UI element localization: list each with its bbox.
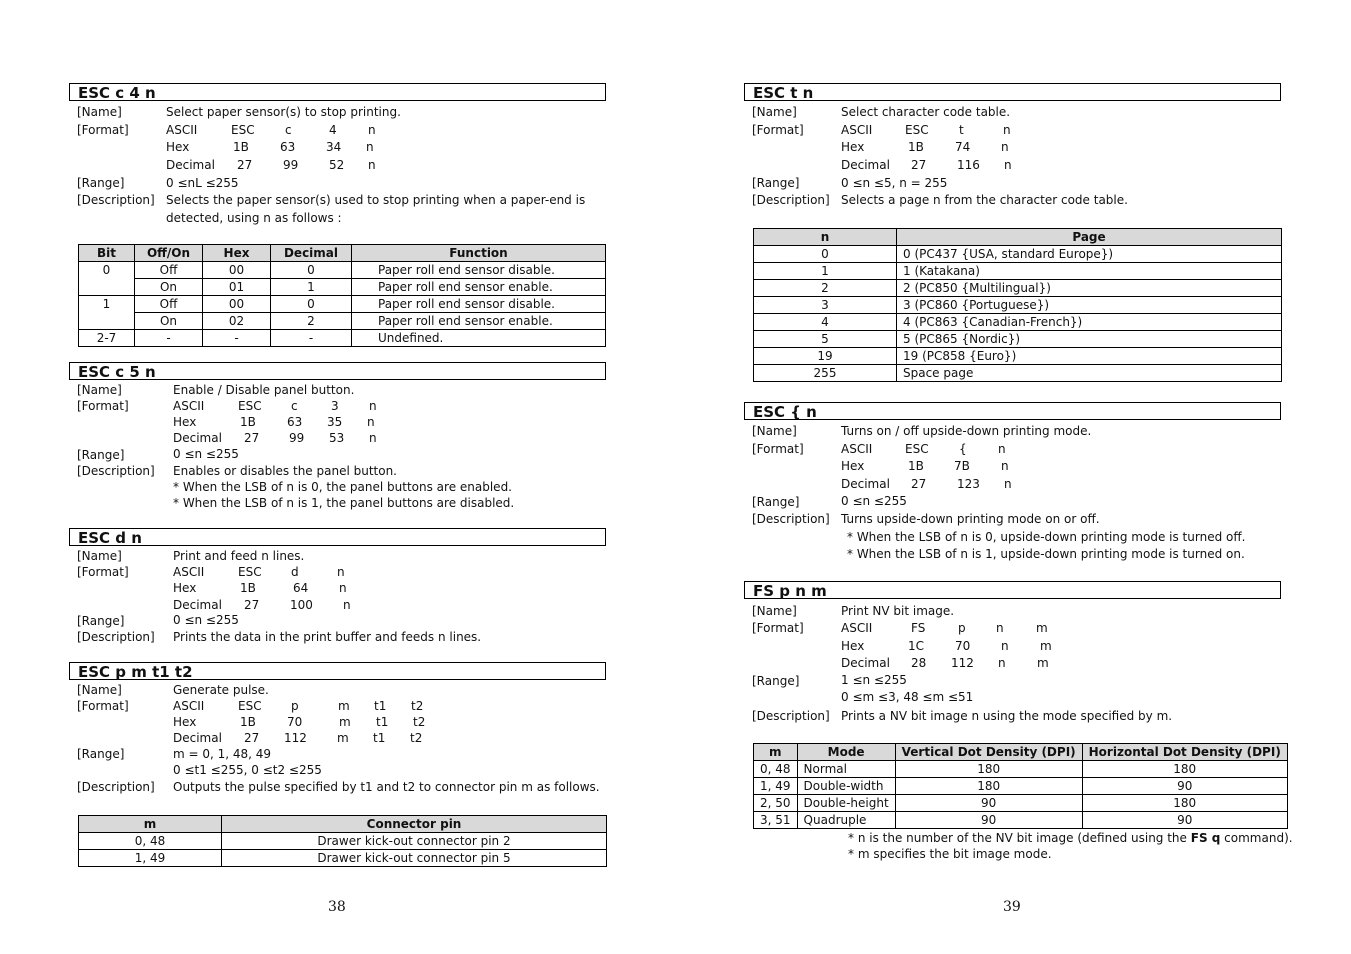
- format-label: [Format]: [77, 399, 129, 413]
- table-row: 5 5 (PC865 {Nordic}): [754, 331, 1282, 348]
- table-row: 0, 48 Normal 180 180: [754, 761, 1288, 778]
- footnote-mode: * m specifies the bit image mode.: [848, 847, 1052, 861]
- description-label: [Description]: [77, 193, 155, 207]
- format-label: [Format]: [77, 123, 129, 137]
- description-note: * When the LSB of n is 0, the panel buttons are enabled.: [173, 480, 512, 494]
- range-label: [Range]: [77, 176, 125, 190]
- command-name: Generate pulse.: [173, 683, 269, 697]
- format-label: [Format]: [77, 565, 129, 579]
- range-label: [Range]: [752, 674, 800, 688]
- range-label: [Range]: [77, 448, 125, 462]
- command-name: Select character code table.: [841, 105, 1011, 119]
- section-header-esc-c-5-n: ESC c 5 n: [69, 362, 606, 380]
- description-label: [Description]: [77, 780, 155, 794]
- range-value: 0 ≤t1 ≤255, 0 ≤t2 ≤255: [173, 763, 322, 777]
- range-value: 0 ≤m ≤3, 48 ≤m ≤51: [841, 690, 974, 704]
- name-label: [Name]: [77, 683, 122, 697]
- command-name: Turns on / off upside-down printing mode.: [841, 424, 1092, 438]
- range-label: [Range]: [77, 747, 125, 761]
- table-row: 255 Space page: [754, 365, 1282, 382]
- description-text: Outputs the pulse specified by t1 and t2 to connector pin m as follows.: [173, 780, 600, 794]
- description-label: [Description]: [752, 512, 830, 526]
- format-label: [Format]: [752, 123, 804, 137]
- section-header-esc-c-4-n: ESC c 4 n: [69, 83, 606, 101]
- description-label: [Description]: [752, 193, 830, 207]
- description-label: [Description]: [77, 464, 155, 478]
- table-row: On 02 2 Paper roll end sensor enable.: [79, 313, 606, 330]
- section-header-esc-t-n: ESC t n: [744, 83, 1281, 101]
- description-text: detected, using n as follows :: [166, 211, 342, 225]
- description-text: Prints a NV bit image n using the mode specified by m.: [841, 709, 1173, 723]
- table-row: 1 1 (Katakana): [754, 263, 1282, 280]
- table-header-row: m Connector pin: [79, 816, 607, 833]
- range-value: 1 ≤n ≤255: [841, 673, 907, 687]
- range-label: [Range]: [752, 495, 800, 509]
- table-row: 0 Off 00 0 Paper roll end sensor disable.: [79, 262, 606, 279]
- table-row: 1, 49 Drawer kick-out connector pin 5: [79, 850, 607, 867]
- description-note: * When the LSB of n is 1, the panel buttons are disabled.: [173, 496, 515, 510]
- table-row: 3, 51 Quadruple 90 90: [754, 812, 1288, 829]
- table-row: 0, 48 Drawer kick-out connector pin 2: [79, 833, 607, 850]
- description-label: [Description]: [77, 630, 155, 644]
- section-header-esc-d-n: ESC d n: [69, 528, 606, 546]
- table-row: 2 2 (PC850 {Multilingual}): [754, 280, 1282, 297]
- range-value: 0 ≤nL ≤255: [166, 176, 239, 190]
- table-row: 0 0 (PC437 {USA, standard Europe}): [754, 246, 1282, 263]
- range-label: [Range]: [752, 176, 800, 190]
- table-header-row: n Page: [754, 229, 1282, 246]
- format-label: [Format]: [752, 621, 804, 635]
- code-table-page-table: [753, 228, 1282, 382]
- description-label: [Description]: [752, 709, 830, 723]
- table-row: 3 3 (PC860 {Portuguese}): [754, 297, 1282, 314]
- table-row: 2-7 - - - Undefined.: [79, 330, 606, 347]
- range-label: [Range]: [77, 614, 125, 628]
- connector-pin-table: [78, 815, 607, 867]
- command-name: Enable / Disable panel button.: [173, 383, 355, 397]
- description-text: Selects a page n from the character code table.: [841, 193, 1128, 207]
- command-name: Print and feed n lines.: [173, 549, 305, 563]
- section-header-esc-brace-n: ESC { n: [744, 402, 1281, 420]
- range-value: 0 ≤n ≤255: [173, 613, 239, 627]
- format-label: [Format]: [77, 699, 129, 713]
- format-label: [Format]: [752, 442, 804, 456]
- paper-sensor-table: [78, 244, 606, 347]
- table-row: 2, 50 Double-height 90 180: [754, 795, 1288, 812]
- table-header-row: m Mode Vertical Dot Density (DPI) Horizontal Dot Density (DPI): [754, 744, 1288, 761]
- range-value: m = 0, 1, 48, 49: [173, 747, 272, 761]
- command-name: Select paper sensor(s) to stop printing.: [166, 105, 401, 119]
- description-text: Prints the data in the print buffer and feeds n lines.: [173, 630, 482, 644]
- page-number: 38: [328, 899, 346, 915]
- table-row: 19 19 (PC858 {Euro}): [754, 348, 1282, 365]
- table-row: 1 Off 00 0 Paper roll end sensor disable.: [79, 296, 606, 313]
- table-row: 4 4 (PC863 {Canadian-French}): [754, 314, 1282, 331]
- name-label: [Name]: [77, 549, 122, 563]
- command-name: Print NV bit image.: [841, 604, 955, 618]
- description-note: * When the LSB of n is 0, upside-down printing mode is turned off.: [847, 530, 1246, 544]
- description-text: Turns upside-down printing mode on or off.: [841, 512, 1100, 526]
- footnote-nv-image: * n is the number of the NV bit image (defined using the FS q command).: [848, 831, 1293, 845]
- table-row: 1, 49 Double-width 180 90: [754, 778, 1288, 795]
- name-label: [Name]: [77, 383, 122, 397]
- range-value: 0 ≤n ≤255: [841, 494, 907, 508]
- description-note: * When the LSB of n is 1, upside-down printing mode is turned on.: [847, 547, 1245, 561]
- range-value: 0 ≤n ≤255: [173, 447, 239, 461]
- description-text: Enables or disables the panel button.: [173, 464, 397, 478]
- name-label: [Name]: [752, 424, 797, 438]
- name-label: [Name]: [752, 604, 797, 618]
- name-label: [Name]: [752, 105, 797, 119]
- table-header-row: Bit Off/On Hex Decimal Function: [79, 245, 606, 262]
- table-row: On 01 1 Paper roll end sensor enable.: [79, 279, 606, 296]
- name-label: [Name]: [77, 105, 122, 119]
- section-header-fs-p-n-m: FS p n m: [744, 581, 1281, 599]
- range-value: 0 ≤n ≤5, n = 255: [841, 176, 948, 190]
- section-header-esc-p-m-t1-t2: ESC p m t1 t2: [69, 662, 606, 680]
- description-text: Selects the paper sensor(s) used to stop printing when a paper-end is: [166, 193, 586, 207]
- page-number: 39: [1003, 899, 1021, 915]
- bit-image-mode-table: [753, 743, 1288, 829]
